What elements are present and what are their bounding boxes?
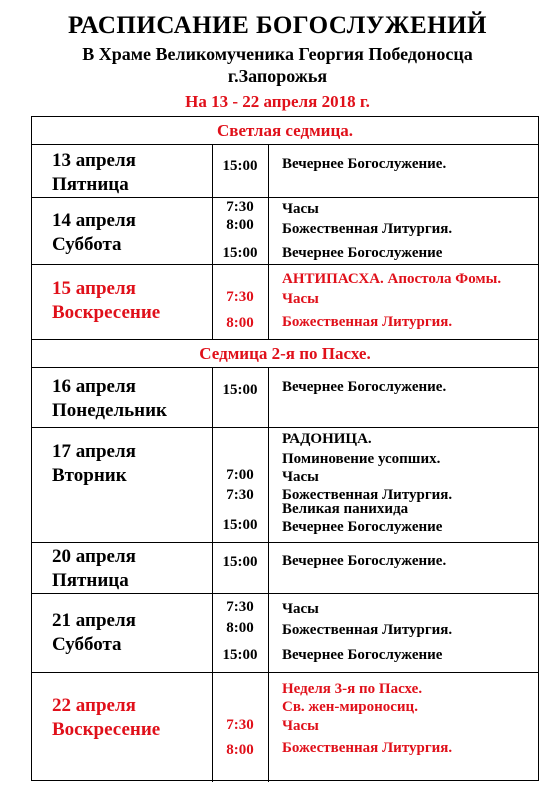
service-time: 8:00: [226, 620, 254, 636]
day-cell: [52, 609, 136, 657]
day-date: 17 апреля: [52, 441, 136, 462]
service-name: Часы: [282, 601, 319, 617]
day-cell: [52, 375, 167, 423]
service-name: Часы: [282, 469, 319, 485]
table-divider: [32, 427, 538, 428]
service-name: Часы: [282, 718, 319, 734]
day-date: 13 апреля: [52, 150, 136, 171]
column-divider: [268, 367, 269, 782]
schedule-table: [31, 116, 539, 781]
service-name: Божественная Литургия.: [282, 622, 453, 638]
service-time: 15:00: [222, 554, 258, 570]
table-divider: [32, 672, 538, 673]
day-cell: [52, 440, 136, 488]
service-name: Вечернее Богослужение: [282, 245, 443, 261]
service-time: 7:30: [226, 289, 254, 305]
table-divider: [32, 197, 538, 198]
service-name: Вечернее Богослужение.: [282, 379, 447, 395]
service-time: 7:30: [226, 599, 254, 615]
service-time: 7:30: [226, 717, 254, 733]
section-title: Седмица 2-я по Пасхе.: [199, 344, 371, 363]
day-weekday: Вторник: [52, 465, 127, 486]
service-time: 15:00: [222, 158, 258, 174]
day-cell: [52, 545, 136, 593]
day-weekday: Понедельник: [52, 400, 168, 421]
day-cell: [52, 149, 136, 197]
date-range: На 13 - 22 апреля 2018 г.: [185, 92, 370, 111]
service-name: Св. жен-мироносиц.: [282, 699, 418, 715]
service-time: 15:00: [222, 245, 258, 261]
service-name: Часы: [282, 201, 319, 217]
city-name: г.Запорожья: [227, 66, 328, 86]
day-weekday: Пятница: [52, 174, 129, 195]
section-title: Светлая седмица.: [216, 121, 353, 140]
table-divider: [32, 367, 538, 368]
day-weekday: Суббота: [52, 234, 122, 255]
service-time: 15:00: [222, 382, 258, 398]
day-date: 14 апреля: [52, 210, 136, 231]
page-title: РАСПИСАНИЕ БОГОСЛУЖЕНИЙ: [68, 12, 487, 39]
day-date: 22 апреля: [52, 695, 136, 716]
church-name: В Храме Великомученика Георгия Победоносца: [82, 44, 473, 64]
service-time: 8:00: [226, 742, 254, 758]
day-cell: [52, 277, 160, 325]
service-time: 7:00: [226, 467, 254, 483]
service-time: 15:00: [222, 647, 258, 663]
service-time: 8:00: [226, 217, 254, 233]
day-date: 15 апреля: [52, 278, 136, 299]
day-cell: [52, 209, 136, 257]
service-name: АНТИПАСХА. Апостола Фомы.: [282, 271, 502, 287]
column-divider: [268, 144, 269, 339]
service-name: Неделя 3-я по Пасхе.: [282, 681, 423, 697]
table-divider: [32, 144, 538, 145]
table-divider: [32, 339, 538, 340]
service-name: Божественная Литургия.: [282, 314, 453, 330]
service-name: Божественная Литургия.: [282, 740, 453, 756]
day-weekday: Воскресение: [52, 719, 161, 740]
day-cell: [52, 694, 160, 742]
day-weekday: Суббота: [52, 634, 122, 655]
service-name: Вечернее Богослужение.: [282, 553, 447, 569]
service-name: Вечернее Богослужение: [282, 519, 443, 535]
service-name: Божественная Литургия.: [282, 487, 453, 503]
day-weekday: Воскресение: [52, 302, 161, 323]
day-weekday: Пятница: [52, 570, 129, 591]
service-name: Часы: [282, 291, 319, 307]
service-time: 7:30: [226, 487, 254, 503]
day-date: 21 апреля: [52, 610, 136, 631]
day-date: 20 апреля: [52, 546, 136, 567]
service-name: Вечернее Богослужение.: [282, 156, 447, 172]
service-name: РАДОНИЦА.: [282, 431, 372, 447]
table-divider: [32, 593, 538, 594]
table-divider: [32, 542, 538, 543]
service-name: Поминовение усопших.: [282, 451, 441, 467]
service-time: 15:00: [222, 517, 258, 533]
service-name: Божественная Литургия.: [282, 221, 453, 237]
service-name: Великая панихида: [282, 501, 409, 517]
service-name: Вечернее Богослужение: [282, 647, 443, 663]
service-time: 8:00: [226, 315, 254, 331]
day-date: 16 апреля: [52, 376, 136, 397]
service-time: 7:30: [226, 199, 254, 215]
table-divider: [32, 264, 538, 265]
